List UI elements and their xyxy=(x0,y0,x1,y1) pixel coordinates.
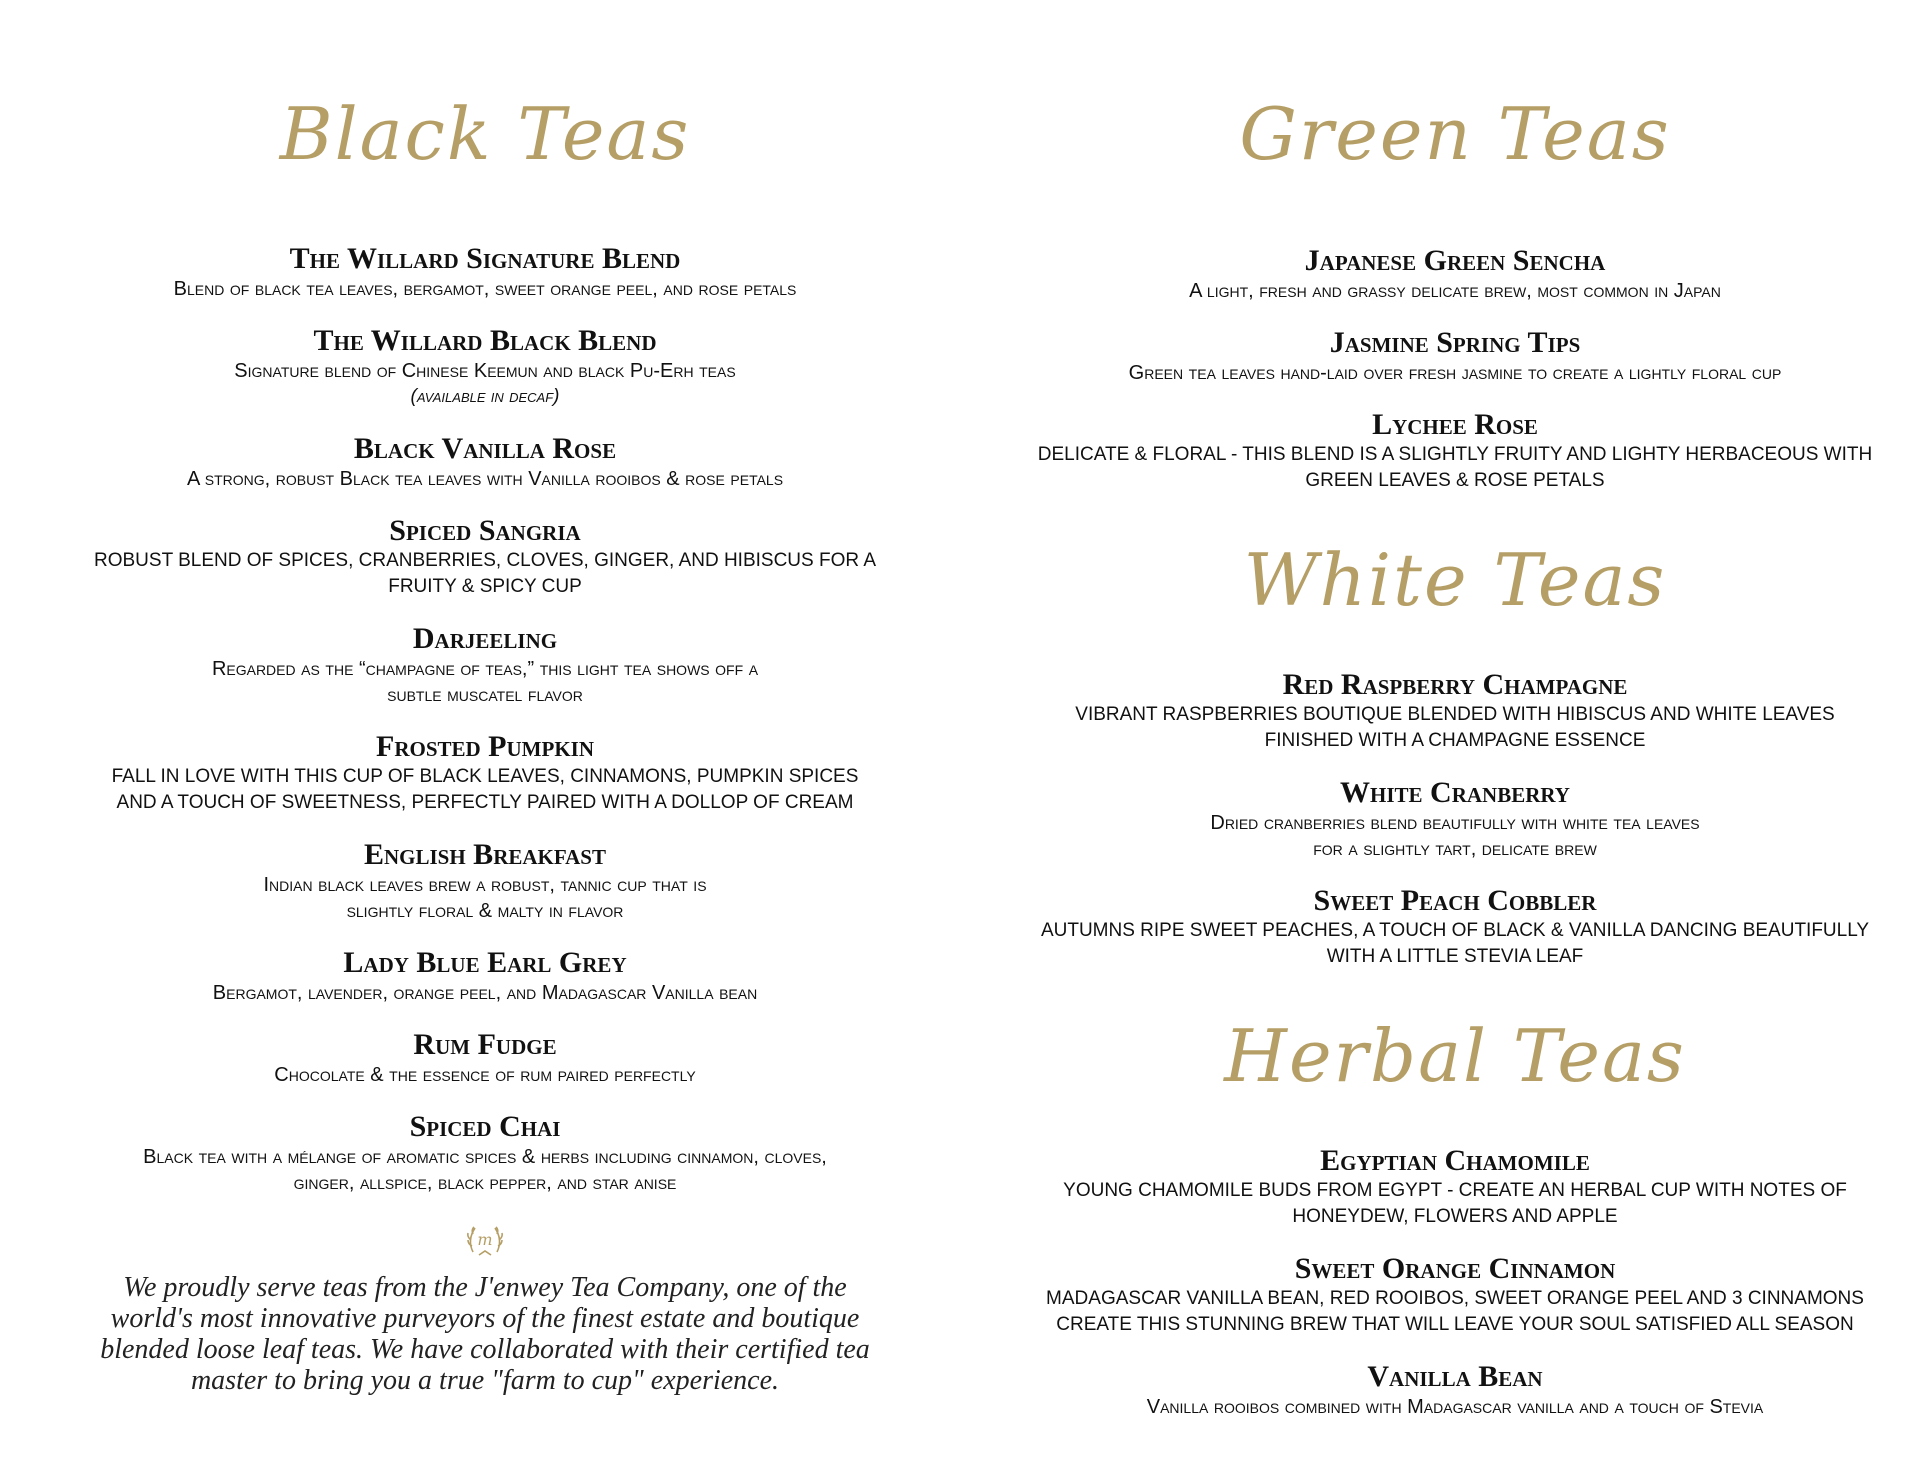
tea-name: Sweet Orange Cinnamon xyxy=(1294,1252,1616,1285)
laurel-crest-icon xyxy=(463,1218,507,1262)
tea-company-note: We proudly serve teas from the J'enwey Tea Company, one of the world's most innovative purveyors of the finest estate and boutique blended loose leaf teas. We have collaborated with their certified tea master to bring you a true "farm to cup" experience. xyxy=(100,1272,870,1396)
tea-name: The Willard Black Blend xyxy=(313,324,657,357)
green-teas-heading: Green Teas xyxy=(1239,92,1671,176)
tea-name: Jasmine Spring Tips xyxy=(1329,326,1581,359)
tea-item xyxy=(90,730,880,816)
tea-name: Frosted Pumpkin xyxy=(376,730,594,763)
tea-item xyxy=(90,324,880,410)
tea-item xyxy=(1030,668,1880,754)
tea-description: Indian black leaves brew a robust, tannic cup that is slightly floral & malty in flavor xyxy=(263,874,707,922)
tea-item xyxy=(1030,1360,1880,1420)
tea-item xyxy=(90,514,880,600)
tea-description: VIBRANT RASPBERRIES BOUTIQUE BLENDED WITH HIBISCUS AND WHITE LEAVES FINISHED WITH A CHAMPAGNE ESSENCE xyxy=(1075,704,1835,751)
tea-name: Rum Fudge xyxy=(413,1028,557,1061)
tea-item xyxy=(90,946,880,1006)
tea-description: DELICATE & FLORAL - THIS BLEND IS A SLIGHTLY FRUITY AND LIGHTY HERBACEOUS WITH GREEN LEAVES & ROSE PETALS xyxy=(1037,444,1873,491)
tea-name: Japanese Green Sencha xyxy=(1304,244,1606,277)
tea-name: Darjeeling xyxy=(412,622,558,655)
tea-name: Lychee Rose xyxy=(1372,408,1538,441)
tea-description: ROBUST BLEND OF SPICES, CRANBERRIES, CLOVES, GINGER, AND HIBISCUS FOR A FRUITY & SPICY CUP xyxy=(94,550,876,597)
tea-name: Black Vanilla Rose xyxy=(353,432,617,465)
tea-name: Spiced Chai xyxy=(409,1110,561,1143)
tea-name: Vanilla Bean xyxy=(1367,1360,1543,1393)
tea-description: Chocolate & the essence of rum paired perfectly xyxy=(274,1064,696,1086)
tea-description: Dried cranberries blend beautifully with white tea leaves for a slightly tart, delicate brew xyxy=(1210,812,1700,860)
tea-item xyxy=(90,1028,880,1088)
tea-item xyxy=(1030,408,1880,494)
tea-description: Signature blend of Chinese Keemun and black Pu-Erh teas xyxy=(234,360,736,382)
tea-name: White Cranberry xyxy=(1340,776,1570,809)
tea-item xyxy=(1030,1252,1880,1338)
tea-description: A strong, robust Black tea leaves with Vanilla rooibos & rose petals xyxy=(186,468,784,490)
tea-description: YOUNG CHAMOMILE BUDS FROM EGYPT - CREATE AN HERBAL CUP WITH NOTES OF HONEYDEW, FLOWERS AND APPLE xyxy=(1063,1180,1847,1227)
tea-description: Green tea leaves hand-laid over fresh jasmine to create a lightly floral cup xyxy=(1128,362,1782,384)
tea-item xyxy=(1030,884,1880,970)
right-teas-column xyxy=(1030,0,1880,1442)
white-teas-heading: White Teas xyxy=(1243,538,1667,622)
black-teas-column xyxy=(90,0,880,1396)
tea-note: (available in decaf) xyxy=(410,386,560,407)
herbal-teas-heading: Herbal Teas xyxy=(1224,1014,1686,1098)
tea-description: Vanilla rooibos combined with Madagascar vanilla and a touch of Stevia xyxy=(1146,1396,1764,1418)
tea-item xyxy=(90,1110,880,1196)
tea-description: A light, fresh and grassy delicate brew, most common in Japan xyxy=(1189,280,1721,302)
tea-item xyxy=(90,622,880,708)
tea-item xyxy=(90,432,880,492)
tea-description: FALL IN LOVE WITH THIS CUP OF BLACK LEAVES, CINNAMONS, PUMPKIN SPICES AND A TOUCH OF SWEETNESS, PERFECTLY PAIRED WITH A DOLLOP OF CREAM xyxy=(111,766,859,813)
tea-name: The Willard Signature Blend xyxy=(289,242,681,275)
tea-description: Bergamot, lavender, orange peel, and Madagascar Vanilla bean xyxy=(212,982,758,1004)
tea-item xyxy=(1030,1144,1880,1230)
tea-description: Blend of black tea leaves, bergamot, sweet orange peel, and rose petals xyxy=(173,278,797,300)
tea-name: English Breakfast xyxy=(363,838,606,871)
tea-item xyxy=(90,242,880,302)
tea-description: Black tea with a mélange of aromatic spices & herbs including cinnamon, cloves, ginger, allspice, black pepper, and star anise xyxy=(143,1146,827,1194)
tea-description: AUTUMNS RIPE SWEET PEACHES, A TOUCH OF BLACK & VANILLA DANCING BEAUTIFULLY WITH A LITTLE STEVIA LEAF xyxy=(1040,920,1870,967)
tea-item xyxy=(1030,776,1880,862)
crest-letter: m xyxy=(477,1230,493,1249)
tea-item xyxy=(90,838,880,924)
black-teas-heading: Black Teas xyxy=(279,92,691,176)
tea-name: Red Raspberry Champagne xyxy=(1282,668,1628,701)
tea-item xyxy=(1030,326,1880,386)
tea-name: Egyptian Chamomile xyxy=(1320,1144,1590,1177)
tea-name: Spiced Sangria xyxy=(389,514,581,547)
tea-name: Lady Blue Earl Grey xyxy=(343,946,627,979)
tea-description: MADAGASCAR VANILLA BEAN, RED ROOIBOS, SWEET ORANGE PEEL AND 3 CINNAMONS CREATE THIS STUNNING BREW THAT WILL LEAVE YOUR SOUL SATISFIED ALL SEASON xyxy=(1046,1288,1864,1335)
tea-name: Sweet Peach Cobbler xyxy=(1313,884,1597,917)
tea-item xyxy=(1030,244,1880,304)
tea-description: Regarded as the “champagne of teas,” this light tea shows off a subtle muscatel flavor xyxy=(211,658,759,706)
